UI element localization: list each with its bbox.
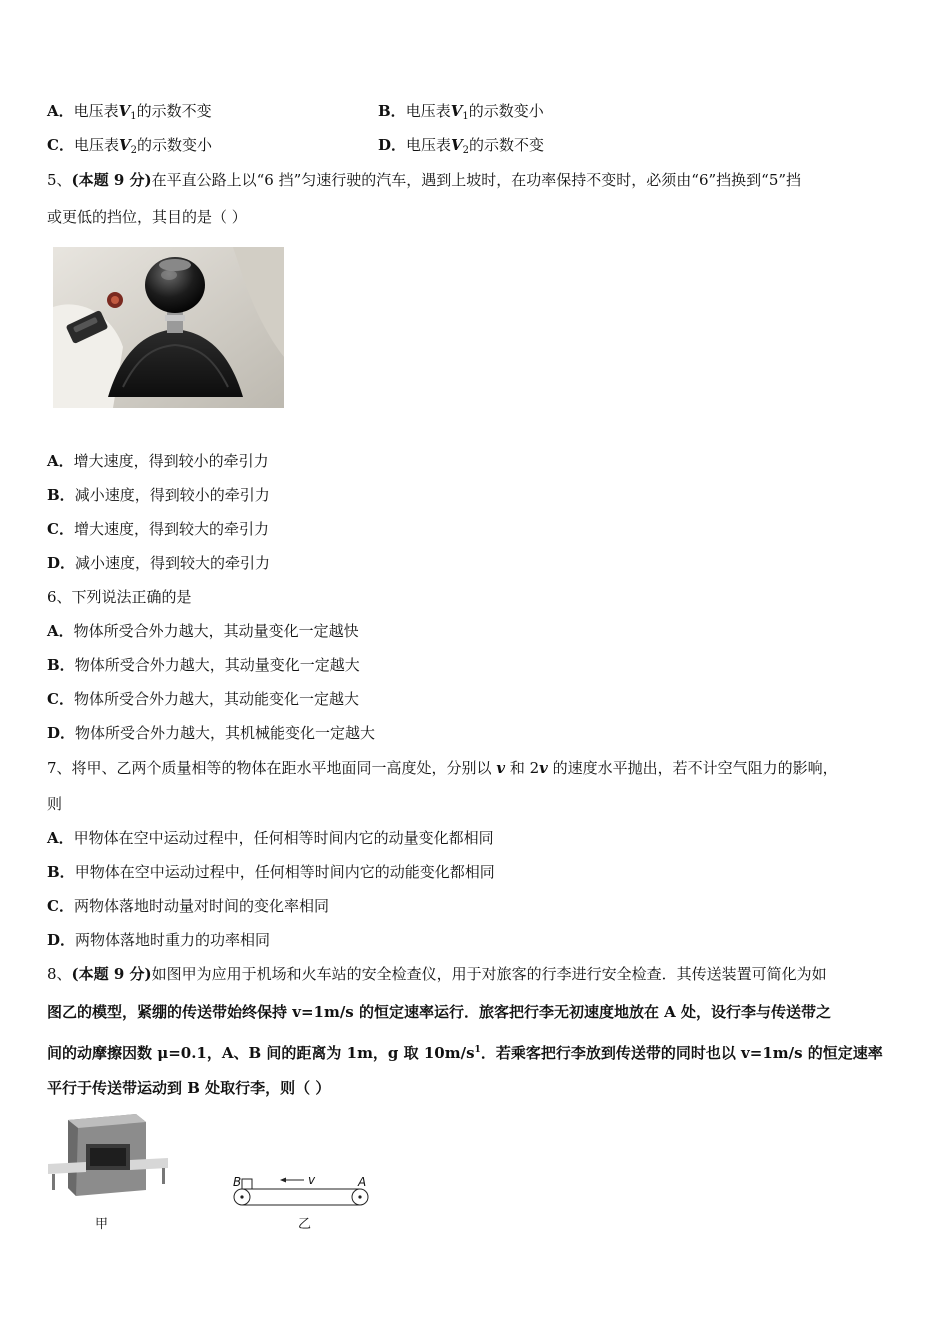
q4-option-a: A．电压表$V_1$的示数不变 [47,102,212,122]
q6-option-b: B．物体所受合外力越大，其动量变化一定越大 [47,656,360,674]
q8-stem-line2: 图乙的模型，紧绷的传送带始终保持 v=1m/s 的恒定速率运行．旅客把行李无初速度地放在 A 处，设行李与传送带之 [47,1003,832,1021]
gear-shift-photo [53,247,284,408]
q4-option-d: D．电压表$V_2$的示数不变 [378,136,545,156]
q8-stem-line3: 间的动摩擦因数 μ=0.1，A、B 间的距离为 1m，g 取 $10m/s^1$．若乘客把行李放到传送带的同时也以 v=1m/s 的恒定速率 [47,1044,883,1062]
q5-option-c: C．增大速度，得到较大的牵引力 [47,520,269,538]
q5-option-b: B．减小速度，得到较小的牵引力 [47,486,270,504]
conveyor-belt-diagram [228,1170,378,1212]
q6-stem: 6、下列说法正确的是 [47,588,192,606]
q8-stem-line4: 平行于传送带运动到 B 处取行李，则（ ） [47,1079,331,1097]
q7-option-b: B．甲物体在空中运动过程中，任何相等时间内它的动能变化都相同 [47,863,495,881]
security-scanner-figure [46,1112,171,1202]
q6-option-a: A．物体所受合外力越大，其动量变化一定越快 [47,622,359,640]
figure-point-b: B [233,1175,242,1189]
gear-shift-illustration [53,247,284,408]
q7-option-a: A．甲物体在空中运动过程中，任何相等时间内它的动量变化都相同 [47,829,494,847]
q5-option-a: A．增大速度，得到较小的牵引力 [47,452,269,470]
figure-label-jia: 甲 [95,1217,109,1232]
q6-option-c: C．物体所受合外力越大，其动能变化一定越大 [47,690,359,708]
q7-stem-line1: 7、将甲、乙两个质量相等的物体在距水平地面同一高度处，分别以 v 和 2v 的速度水平抛出，若不计空气阻力的影响， [47,759,838,777]
q8-stem-line1: 8、(本题 9 分)如图甲为应用于机场和火车站的安全检查仪，用于对旅客的行李进行安全检查．其传送装置可简化为如 [47,965,827,983]
q7-option-c: C．两物体落地时动量对时间的变化率相同 [47,897,329,915]
q4-option-b: B．电压表$V_1$的示数变小 [378,102,544,122]
q7-option-d: D．两物体落地时重力的功率相同 [47,931,271,949]
q7-stem-line2: 则 [47,795,63,813]
q5-stem-line1: 5、(本题 9 分)在平直公路上以“6 挡”匀速行驶的汽车，遇到上坡时，在功率保持不变时，必须由“6”挡换到“5”挡 [47,171,802,189]
figure-velocity-label: v [308,1173,316,1187]
figure-point-a: A [358,1175,367,1189]
q4-option-c: C．电压表$V_2$的示数变小 [47,136,212,156]
q6-option-d: D．物体所受合外力越大，其机械能变化一定越大 [47,724,376,742]
q5-stem-line2: 或更低的挡位，其目的是（ ） [47,208,247,226]
q5-option-d: D．减小速度，得到较大的牵引力 [47,554,271,572]
figure-label-yi: 乙 [298,1217,312,1232]
